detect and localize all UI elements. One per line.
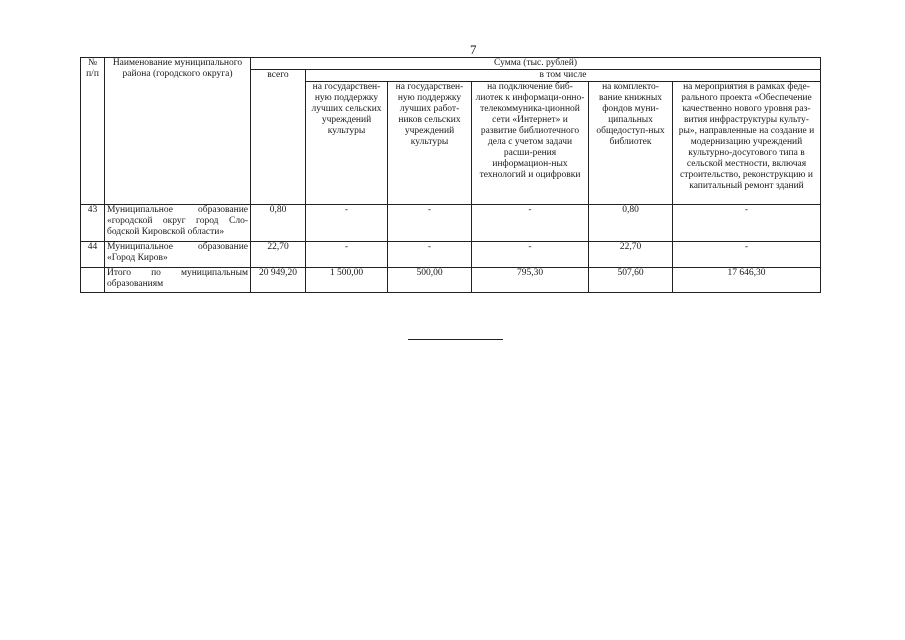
page-number: 7 xyxy=(470,42,477,57)
total-row-col-d: 507,60 xyxy=(589,268,673,293)
total-row-col-a: 1 500,00 xyxy=(306,268,388,293)
header-total: всего xyxy=(251,70,306,205)
row-num: 44 xyxy=(81,242,105,268)
row-municipality-name: Муниципальное образование «Город Киров» xyxy=(105,242,251,268)
row-col-d: 0,80 xyxy=(589,205,673,242)
total-row-num xyxy=(81,268,105,293)
row-total: 22,70 xyxy=(251,242,306,268)
row-col-b: - xyxy=(388,205,472,242)
header-num: № п/п xyxy=(81,58,105,205)
row-num: 43 xyxy=(81,205,105,242)
total-row-col-b: 500,00 xyxy=(388,268,472,293)
row-col-e: - xyxy=(673,242,821,268)
budget-distribution-table xyxy=(80,57,821,293)
total-row-total: 20 949,20 xyxy=(251,268,306,293)
header-col-federal-project: на мероприятия в рамках феде-рального проекта «Обеспечение качественно нового уровня раз-вития инфраструктуры культу-ры», направленные на создание и модернизацию учреждений культурно-досугового типа в сельской местности, включая строительство, реконструкцию и капитальный ремонт зданий xyxy=(673,82,821,205)
row-col-a: - xyxy=(306,205,388,242)
total-row-label: Итого по муниципальным образованиям xyxy=(105,268,251,293)
header-col-rural-institutions: на государствен-ную поддержку лучших сельских учреждений культуры xyxy=(306,82,388,205)
row-municipality-name: Муниципальное образование «городской округ город Сло-бодской Кировской области» xyxy=(105,205,251,242)
row-col-b: - xyxy=(388,242,472,268)
table-total-row xyxy=(81,268,821,293)
row-col-c: - xyxy=(472,242,589,268)
total-row-col-e: 17 646,30 xyxy=(673,268,821,293)
header-col-book-funds: на комплекто-вание книжных фондов муни-ципальных общедоступ-ных библиотек xyxy=(589,82,673,205)
header-including: в том числе xyxy=(306,70,821,82)
row-col-a: - xyxy=(306,242,388,268)
header-col-rural-workers: на государствен-ную поддержку лучших работ-ников сельских учреждений культуры xyxy=(388,82,472,205)
row-col-e: - xyxy=(673,205,821,242)
row-total: 0,80 xyxy=(251,205,306,242)
header-municipality-name: Наименование муниципального района (городского округа) xyxy=(105,58,251,205)
total-row-col-c: 795,30 xyxy=(472,268,589,293)
table-row xyxy=(81,242,821,268)
end-of-document-rule xyxy=(408,339,503,340)
header-sum: Сумма (тыс. рублей) xyxy=(251,58,821,70)
header-col-library-internet: на подключение биб-лиотек к информаци-онно-телекоммуника-ционной сети «Интернет» и развитие библиотечного дела с учетом задачи расши-рения информацион-ных технологий и оцифровки xyxy=(472,82,589,205)
table-row xyxy=(81,205,821,242)
row-col-c: - xyxy=(472,205,589,242)
row-col-d: 22,70 xyxy=(589,242,673,268)
